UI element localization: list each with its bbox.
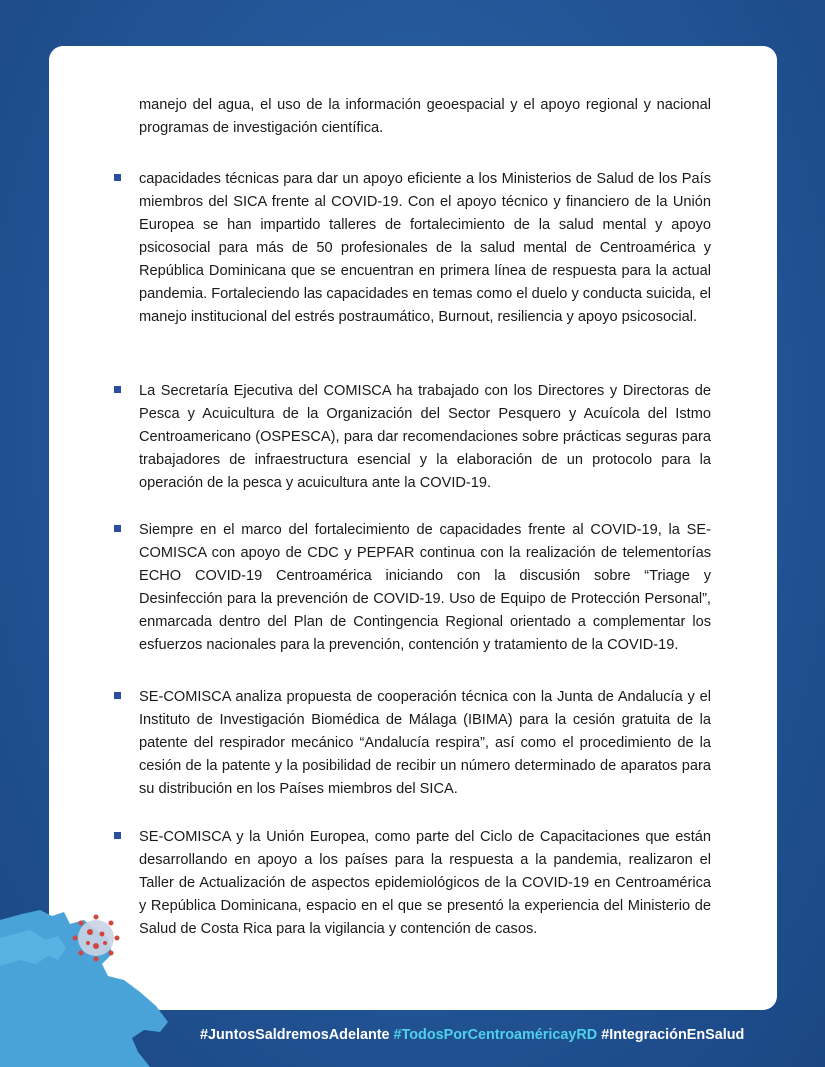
- bullet-item: [114, 380, 711, 495]
- bullet-item: [114, 826, 711, 941]
- footer-hashtags: [200, 1027, 800, 1043]
- bullet-item: [114, 519, 711, 657]
- virus-icon: [73, 915, 120, 962]
- square-bullet-icon: [114, 692, 121, 699]
- hashtag-juntos: #JuntosSaldremosAdelante: [200, 1027, 390, 1043]
- central-america-map-icon: [0, 880, 200, 1067]
- bullet-item: [114, 686, 711, 801]
- bullet-text: La Secretaría Ejecutiva del COMISCA ha trabajado con los Directores y Directoras de Pesca y Acuicultura de la Organización del Sector Pesquero y Acuícola del Istmo Centroamericano (OSPESCA), para dar recomendaciones sobre prácticas seguras para trabajadores de infraestructura esencial y la elaboración de un protocolo para la operación de la pesca y acuicultura ante la COVID-19.: [139, 383, 711, 491]
- intro-paragraph: manejo del agua, el uso de la información geoespacial y el apoyo regional y nacional programas de investigación científica.: [139, 97, 711, 136]
- bullet-text: SE-COMISCA y la Unión Europea, como parte del Ciclo de Capacitaciones que están desarrollando en apoyo a los países para la respuesta a la pandemia, realizaron el Taller de Actualización de aspectos epidemiológicos de la COVID-19 en Centroamérica y República Dominicana, espacio en el que se presentó la experiencia del Ministerio de Salud de Costa Rica para la vigilancia y contención de casos.: [139, 829, 711, 937]
- square-bullet-icon: [114, 386, 121, 393]
- square-bullet-icon: [114, 174, 121, 181]
- bullet-item: [114, 168, 711, 329]
- hashtag-integracion: #IntegraciónEnSalud: [601, 1027, 745, 1043]
- square-bullet-icon: [114, 832, 121, 839]
- bullet-text: SE-COMISCA analiza propuesta de cooperación técnica con la Junta de Andalucía y el Instituto de Investigación Biomédica de Málaga (IBIMA) para la cesión gratuita de la patente del respirador mecánico “Andalucía respira”, así como el procedimiento de la cesión de la patente y la posibilidad de recibir un número determinado de aparatos para su distribución en los Países miembros del SICA.: [139, 689, 711, 797]
- bullet-text: capacidades técnicas para dar un apoyo eficiente a los Ministerios de Salud de los País miembros del SICA frente al COVID-19. Con el apoyo técnico y financiero de la Unión Europea se han impartido talleres de fortalecimiento de la salud mental y apoyo psicosocial para más de 50 profesionales de la salud mental de Centroamérica y República Dominicana que se encuentran en primera línea de respuesta para la actual pandemia. Fortaleciendo las capacidades en temas como el duelo y conducta suicida, el manejo institucional del estrés postraumático, Burnout, resiliencia y apoyo psicosocial.: [139, 171, 711, 325]
- hashtag-todos: #TodosPorCentroaméricayRD: [393, 1027, 598, 1043]
- square-bullet-icon: [114, 525, 121, 532]
- bullet-text: Siempre en el marco del fortalecimiento de capacidades frente al COVID-19, la SE-COMISCA con apoyo de CDC y PEPFAR continua con la realización de telementorías ECHO COVID-19 Centroamérica iniciando con la discusión sobre “Triage y Desinfección para la prevención de COVID-19. Uso de Equipo de Protección Personal”, enmarcada dentro del Plan de Contingencia Regional orientado a complementar los esfuerzos nacionales para la prevención, contención y tratamiento de la COVID-19.: [139, 522, 711, 653]
